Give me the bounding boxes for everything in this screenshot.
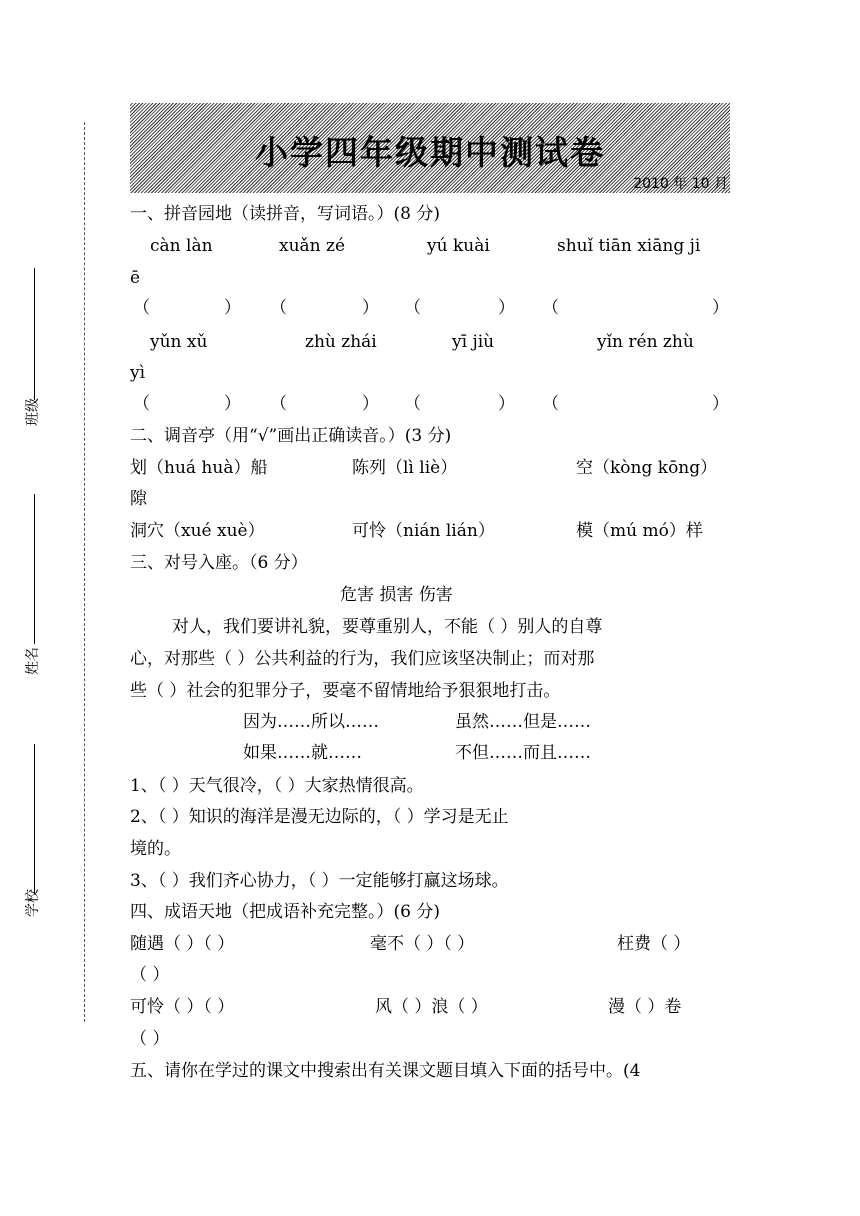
question-2-wrap: 境的。: [130, 839, 181, 859]
close-paren: ）: [498, 298, 515, 318]
pinyin-item: yǐn rén zhù: [597, 332, 694, 352]
tone-item[interactable]: 划（huá huà）船: [130, 458, 268, 478]
idiom-row-2: [0, 996, 860, 1018]
idiom-item[interactable]: 毫不（ ）（ ）: [370, 934, 475, 954]
open-paren: （: [270, 298, 287, 318]
open-paren: （: [133, 298, 150, 318]
pinyin-item: yú kuài: [427, 236, 490, 256]
open-paren: （: [404, 394, 421, 414]
idiom-item[interactable]: 漫（ ）卷: [608, 997, 682, 1017]
section-3-heading: 三、对号入座。（6 分）: [130, 553, 308, 573]
close-paren: ）: [362, 394, 379, 414]
tone-item[interactable]: 洞穴（xué xuè）: [130, 521, 265, 541]
section-5-heading: 五、请你在学过的课文中搜索出有关课文题目填入下面的括号中。(4: [130, 1061, 641, 1081]
idiom-item[interactable]: 可怜（ ）（ ）: [130, 997, 235, 1017]
tone-item[interactable]: 模（mú mó）样: [576, 521, 703, 541]
section-1-heading: 一、拼音园地（读拼音，写词语。）(8 分): [130, 204, 440, 224]
close-paren: ）: [712, 394, 729, 414]
section-2-heading: 二、调音亭（用“√”画出正确读音。）(3 分): [130, 426, 452, 446]
idiom-item[interactable]: 随遇（ ）（ ）: [130, 934, 235, 954]
pinyin-wrap-2: yì: [130, 363, 146, 383]
tone-item[interactable]: 空（kòng kōng）: [576, 458, 718, 478]
idiom-item[interactable]: 风（ ）浪（ ）: [375, 997, 488, 1017]
section-4-heading: 四、成语天地（把成语补充完整。）(6 分): [130, 902, 440, 922]
paragraph-line[interactable]: 心，对那些（ ）公共利益的行为，我们应该坚决制止；而对那: [130, 649, 595, 669]
class-label: 班级: [25, 398, 41, 426]
open-paren: （: [542, 298, 559, 318]
close-paren: ）: [712, 298, 729, 318]
pinyin-item: yǔn xǔ: [150, 332, 208, 352]
close-paren: ）: [498, 394, 515, 414]
pinyin-item: shuǐ tiān xiāng ji: [557, 236, 701, 256]
idiom-wrap-2[interactable]: （ ）: [130, 1029, 170, 1049]
close-paren: ）: [224, 394, 241, 414]
question-2[interactable]: 2、（ ）知识的海洋是漫无边际的，（ ）学习是无止: [130, 807, 509, 827]
conjunction-choice: 不但……而且……: [455, 743, 591, 763]
pinyin-item: yī jiù: [452, 332, 495, 352]
school-fill-line[interactable]: [34, 744, 35, 894]
exam-date: 2010 年 10 月: [633, 176, 728, 192]
idiom-item[interactable]: 枉费（ ）: [617, 934, 691, 954]
paragraph-line[interactable]: 对人，我们要讲礼貌，要尊重别人，不能（ ）别人的自尊: [172, 617, 603, 637]
answer-row-1[interactable]: [0, 297, 860, 319]
pinyin-row-1: [0, 235, 860, 257]
title-banner: [130, 103, 730, 193]
idiom-wrap-1[interactable]: （ ）: [130, 965, 170, 985]
school-label: 学校: [25, 889, 41, 917]
tone-item[interactable]: 陈列（lì liè）: [352, 458, 458, 478]
page-title: 小学四年级期中测试卷: [255, 133, 605, 172]
pinyin-row-2: [0, 331, 860, 353]
name-label: 姓名: [25, 647, 41, 675]
pinyin-item: càn làn: [150, 236, 213, 256]
conjunction-choice: 如果……就……: [243, 743, 362, 763]
tone-row-1: [0, 457, 860, 479]
open-paren: （: [404, 298, 421, 318]
name-fill-line[interactable]: [34, 494, 35, 644]
binding-dashed-line: [84, 122, 85, 1022]
answer-row-2[interactable]: [0, 393, 860, 415]
open-paren: （: [133, 394, 150, 414]
word-choices: 危害 损害 伤害: [340, 585, 453, 605]
paragraph-line[interactable]: 些（ ）社会的犯罪分子，要毫不留情地给予狠狠地打击。: [130, 681, 561, 701]
conjunction-choice: 因为……所以……: [243, 712, 379, 732]
idiom-row-1: [0, 933, 860, 955]
close-paren: ）: [362, 298, 379, 318]
tone-row-2: [0, 520, 860, 542]
tone-wrap: 隙: [130, 489, 147, 509]
tone-item[interactable]: 可怜（nián lián）: [352, 521, 495, 541]
question-1[interactable]: 1、（ ）天气很冷，（ ）大家热情很高。: [130, 776, 424, 796]
conjunction-row-1: [0, 711, 860, 733]
open-paren: （: [542, 394, 559, 414]
open-paren: （: [270, 394, 287, 414]
question-3[interactable]: 3、（ ）我们齐心协力，（ ）一定能够打赢这场球。: [130, 871, 509, 891]
pinyin-item: zhù zhái: [305, 332, 377, 352]
close-paren: ）: [224, 298, 241, 318]
conjunction-choice: 虽然……但是……: [455, 712, 591, 732]
pinyin-wrap-1: ē: [130, 268, 141, 288]
conjunction-row-2: [0, 742, 860, 764]
pinyin-item: xuǎn zé: [279, 236, 346, 256]
